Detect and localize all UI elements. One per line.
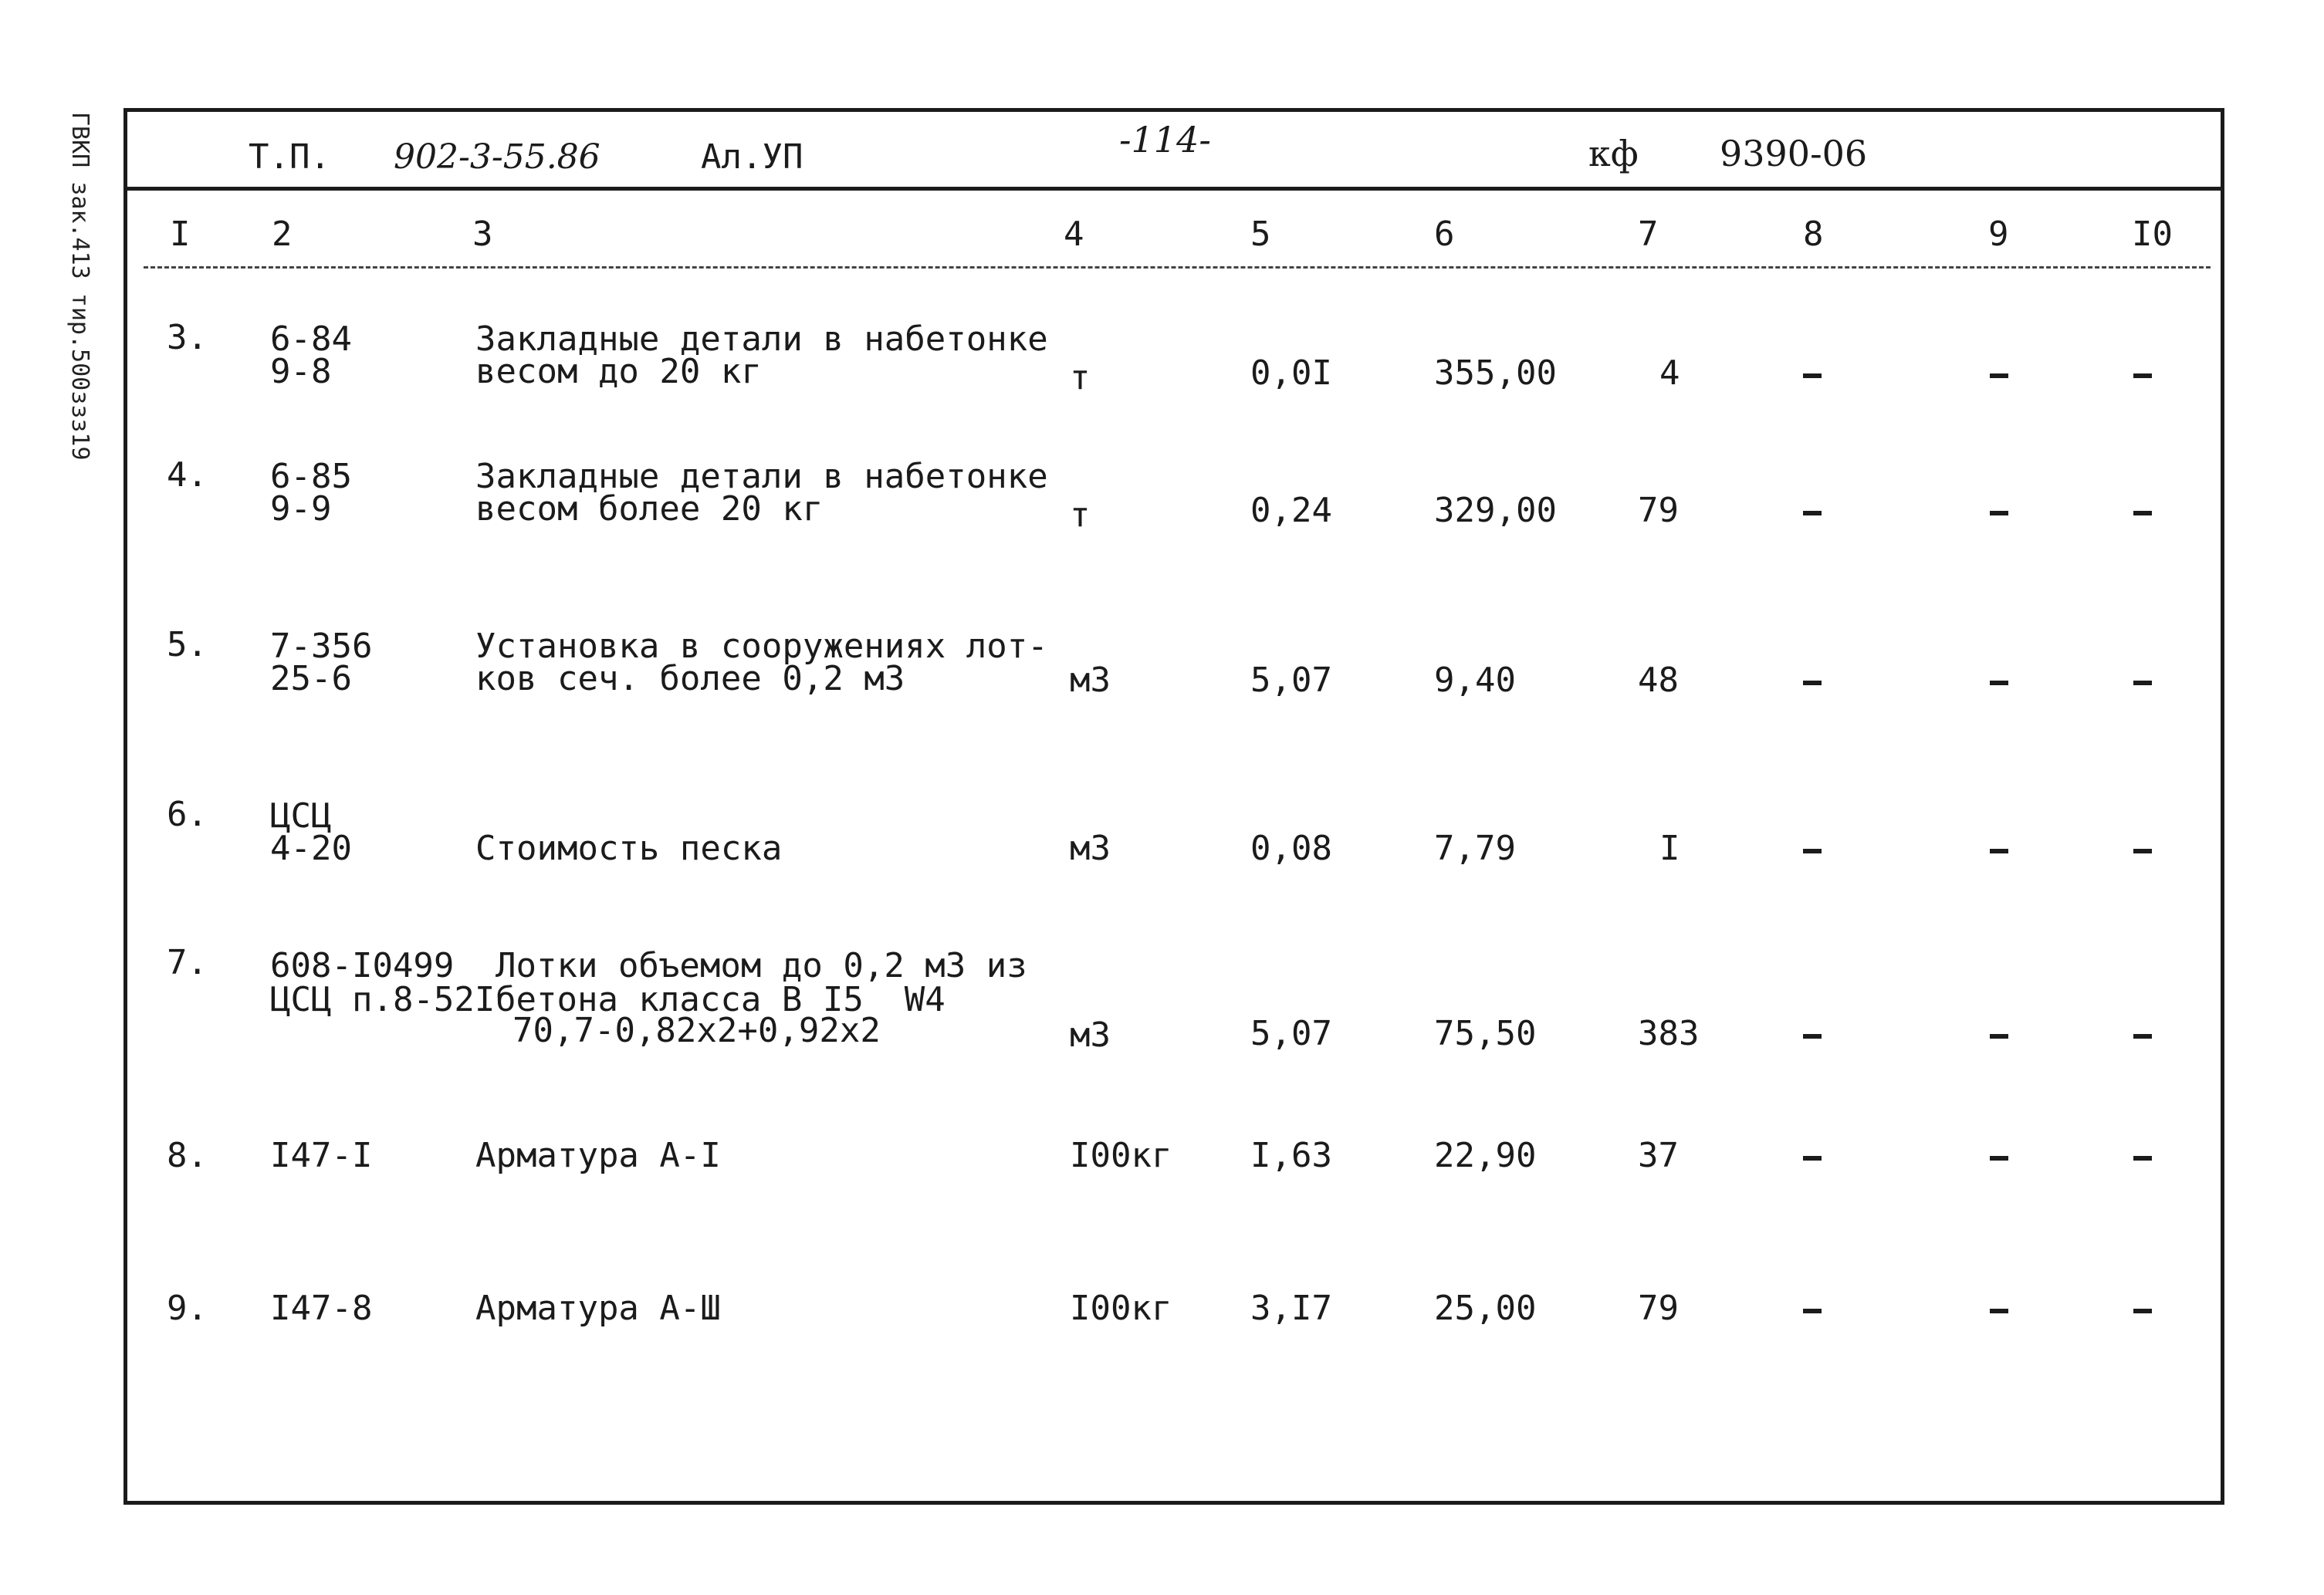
row-description: Лотки объемом до 0,2 м3 из bbox=[496, 946, 1027, 985]
row-price: 7,79 bbox=[1434, 829, 1516, 868]
row-number: 6. bbox=[167, 795, 208, 834]
row-unit: т bbox=[1070, 495, 1091, 535]
row-description: весом до 20 кг bbox=[475, 352, 762, 391]
row-price: 9,40 bbox=[1434, 661, 1516, 700]
column-number-3: 3 bbox=[472, 215, 493, 254]
row-col9-dash bbox=[1990, 1156, 2008, 1161]
row-description: Арматура А-I bbox=[475, 1136, 721, 1175]
row-description: Арматура А-Ш bbox=[475, 1289, 721, 1328]
row-quantity: 0,0I bbox=[1250, 353, 1332, 393]
column-number-5: 5 bbox=[1250, 215, 1271, 254]
row-code: 4-20 bbox=[270, 829, 352, 868]
row-col10-dash bbox=[2133, 1156, 2152, 1161]
row-number: 8. bbox=[167, 1136, 208, 1175]
row-unit: I00кг bbox=[1070, 1289, 1172, 1328]
row-col10-dash bbox=[2133, 681, 2152, 685]
row-description: Закладные детали в набетонке bbox=[475, 457, 1048, 496]
row-description: ков сеч. более 0,2 м3 bbox=[475, 659, 905, 698]
row-code: 9-8 bbox=[270, 352, 332, 391]
row-code: I47-8 bbox=[270, 1289, 373, 1328]
row-code: 7-356 bbox=[270, 627, 373, 666]
table-frame bbox=[123, 108, 2224, 1505]
row-unit: I00кг bbox=[1070, 1136, 1172, 1175]
header-divider bbox=[127, 187, 2221, 191]
row-total: 4 bbox=[1659, 353, 1680, 393]
column-number-1: I bbox=[170, 215, 191, 254]
row-col10-dash bbox=[2133, 1309, 2152, 1313]
column-number-8: 8 bbox=[1803, 215, 1824, 254]
row-number: 3. bbox=[167, 318, 208, 357]
row-col9-dash bbox=[1990, 681, 2008, 685]
row-quantity: 3,I7 bbox=[1250, 1289, 1332, 1328]
column-number-7: 7 bbox=[1638, 215, 1659, 254]
column-number-9: 9 bbox=[1988, 215, 2009, 254]
row-col8-dash bbox=[1803, 681, 1822, 685]
row-col8-dash bbox=[1803, 373, 1822, 378]
row-description: Закладные детали в набетонке bbox=[475, 319, 1048, 359]
row-col9-dash bbox=[1990, 373, 2008, 378]
row-col9-dash bbox=[1990, 511, 2008, 515]
row-col8-dash bbox=[1803, 1034, 1822, 1039]
row-col8-dash bbox=[1803, 1156, 1822, 1161]
row-code: I47-I bbox=[270, 1136, 373, 1175]
row-col9-dash bbox=[1990, 849, 2008, 853]
page-number: -114- bbox=[1119, 119, 1211, 161]
project-number: 902-3-55.86 bbox=[394, 137, 600, 177]
row-col9-dash bbox=[1990, 1309, 2008, 1313]
row-col8-dash bbox=[1803, 511, 1822, 515]
row-code: ЦСЦ п.8-52I bbox=[270, 980, 496, 1019]
row-total: 37 bbox=[1638, 1136, 1679, 1175]
row-unit: м3 bbox=[1070, 661, 1111, 700]
row-description: бетона класса В I5 W4 bbox=[496, 980, 945, 1019]
row-col8-dash bbox=[1803, 849, 1822, 853]
album-label: Ал.УП bbox=[701, 137, 803, 177]
row-col10-dash bbox=[2133, 849, 2152, 853]
row-description: Стоимость песка bbox=[475, 829, 783, 868]
code-number: 9390-06 bbox=[1720, 133, 1868, 174]
column-number-4: 4 bbox=[1064, 215, 1084, 254]
row-price: 22,90 bbox=[1434, 1136, 1537, 1175]
row-code: 6-84 bbox=[270, 319, 352, 359]
code-label: кф bbox=[1588, 133, 1639, 174]
row-price: 355,00 bbox=[1434, 353, 1557, 393]
row-col10-dash bbox=[2133, 1034, 2152, 1039]
row-description: Установка в сооружениях лот- bbox=[475, 627, 1048, 666]
side-stamp: ГВКП зак.413 тир.500ззз19 bbox=[66, 112, 93, 461]
row-code: 608-I0499 bbox=[270, 946, 455, 985]
column-number-2: 2 bbox=[272, 215, 293, 254]
row-quantity: 0,08 bbox=[1250, 829, 1332, 868]
row-code: 6-85 bbox=[270, 457, 352, 496]
row-col9-dash bbox=[1990, 1034, 2008, 1039]
row-code: ЦСЦ bbox=[270, 796, 332, 836]
row-price: 329,00 bbox=[1434, 491, 1557, 530]
row-col10-dash bbox=[2133, 511, 2152, 515]
row-quantity: 0,24 bbox=[1250, 491, 1332, 530]
row-description: 70,7-0,82х2+0,92х2 bbox=[512, 1011, 881, 1050]
row-total: 79 bbox=[1638, 491, 1679, 530]
column-header-divider bbox=[144, 266, 2211, 269]
row-quantity: 5,07 bbox=[1250, 1014, 1332, 1053]
row-unit: м3 bbox=[1070, 1015, 1111, 1055]
row-number: 4. bbox=[167, 455, 208, 495]
row-total: 383 bbox=[1638, 1014, 1700, 1053]
row-price: 25,00 bbox=[1434, 1289, 1537, 1328]
tp-label: Т.П. bbox=[249, 137, 330, 177]
row-price: 75,50 bbox=[1434, 1014, 1537, 1053]
column-number-6: 6 bbox=[1434, 215, 1455, 254]
row-col10-dash bbox=[2133, 373, 2152, 378]
column-number-10: I0 bbox=[2132, 215, 2173, 254]
row-code: 9-9 bbox=[270, 489, 332, 529]
row-code: 25-6 bbox=[270, 659, 352, 698]
row-quantity: I,63 bbox=[1250, 1136, 1332, 1175]
row-number: 9. bbox=[167, 1289, 208, 1328]
row-total: I bbox=[1659, 829, 1680, 868]
row-quantity: 5,07 bbox=[1250, 661, 1332, 700]
row-number: 5. bbox=[167, 625, 208, 664]
row-total: 79 bbox=[1638, 1289, 1679, 1328]
row-unit: т bbox=[1070, 358, 1091, 397]
row-total: 48 bbox=[1638, 661, 1679, 700]
row-unit: м3 bbox=[1070, 829, 1111, 868]
row-description: весом более 20 кг bbox=[475, 489, 824, 529]
row-number: 7. bbox=[167, 943, 208, 982]
row-col8-dash bbox=[1803, 1309, 1822, 1313]
